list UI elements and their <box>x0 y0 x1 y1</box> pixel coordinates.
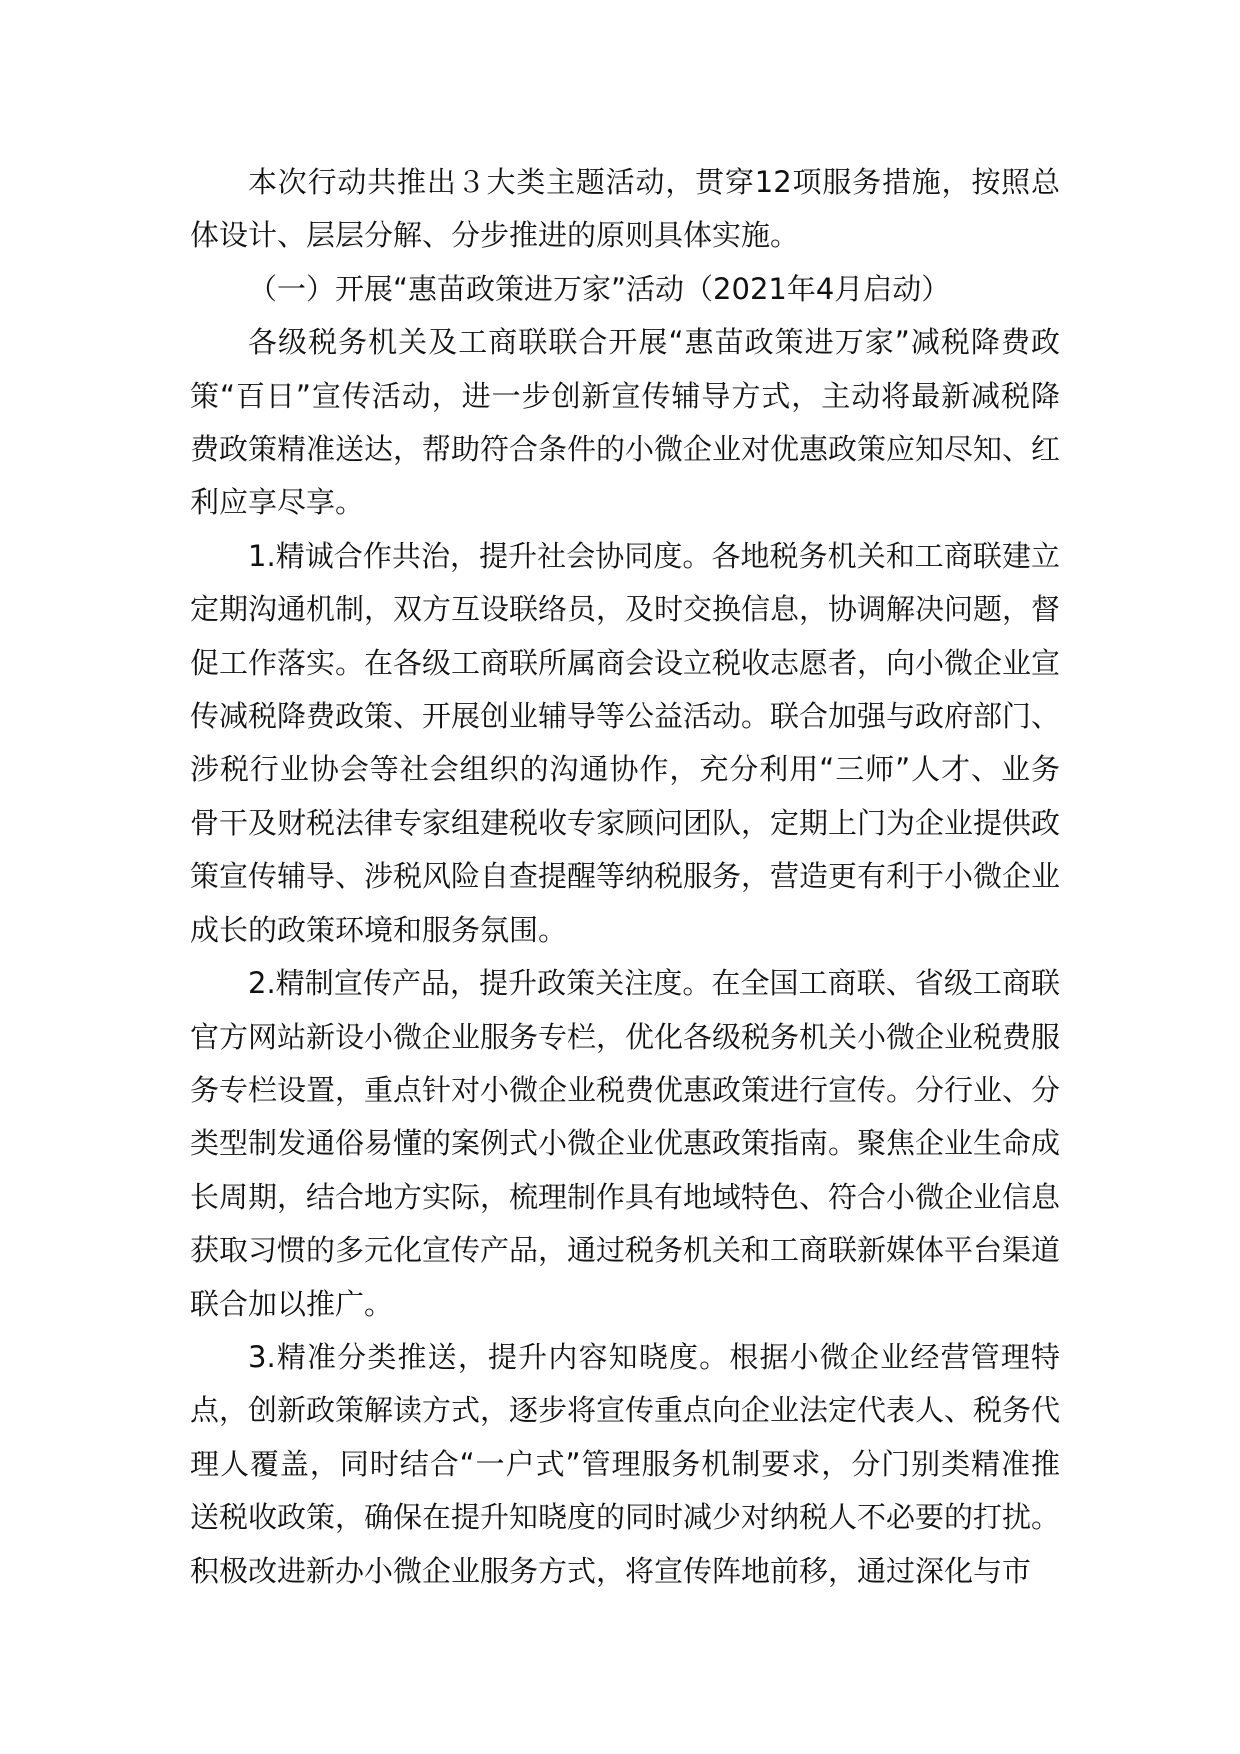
paragraph-item-2: 2.精制宣传产品，提升政策关注度。在全国工商联、省级工商联官方网站新设小微企业服务专栏，优化各级税务机关小微企业税费服务专栏设置，重点针对小微企业税费优惠政策进行宣传。分行业、分类型制发通俗易懂的案例式小微企业优惠政策指南。聚焦企业生命成长周期，结合地方实际，梳理制作具有地域特色、符合小微企业信息获取习惯的多元化宣传产品，通过税务机关和工商联新媒体平台渠道联合加以推广。 <box>190 966 1061 1321</box>
paragraph-item-3: 3.精准分类推送，提升内容知晓度。根据小微企业经营管理特点，创新政策解读方式，逐步将宣传重点向企业法定代表人、税务代理人覆盖，同时结合“一户式”管理服务机制要求，分门别类精准推送税收政策，确保在提升知晓度的同时减少对纳税人不必要的打扰。积极改进新办小微企业服务方式，将宣传阵地前移，通过深化与市 <box>190 1339 1061 1588</box>
paragraph-intro: 本次行动共推出３大类主题活动，贯穿12项服务措施，按照总体设计、层层分解、分步推进的原则具体实施。 <box>190 165 1060 253</box>
paragraph-item-1: 1.精诚合作共治，提升社会协同度。各地税务机关和工商联建立定期沟通机制，双方互设联络员，及时交换信息，协调解决问题，督促工作落实。在各级工商联所属商会设立税收志愿者，向小微企业宣传减税降费政策、开展创业辅导等公益活动。联合加强与政府部门、涉税行业协会等社会组织的沟通协作，充分利用“三师”人才、业务骨干及财税法律专家组建税收专家顾问团队，定期上门为企业提供政策宣传辅导、涉税风险自查提醒等纳税服务，营造更有利于小微企业成长的政策环境和服务氛围。 <box>190 538 1061 947</box>
document-body <box>190 156 1060 1598</box>
section-heading-1: （一）开展“惠苗政策进万家”活动（2021年4月启动） <box>248 271 951 306</box>
paragraph-section-1: 各级税务机关及工商联联合开展“惠苗政策进万家”减税降费政策“百日”宣传活动，进一步创新宣传辅导方式，主动将最新减税降费政策精准送达，帮助符合条件的小微企业对优惠政策应知尽知、红利应享尽享。 <box>190 325 1061 520</box>
